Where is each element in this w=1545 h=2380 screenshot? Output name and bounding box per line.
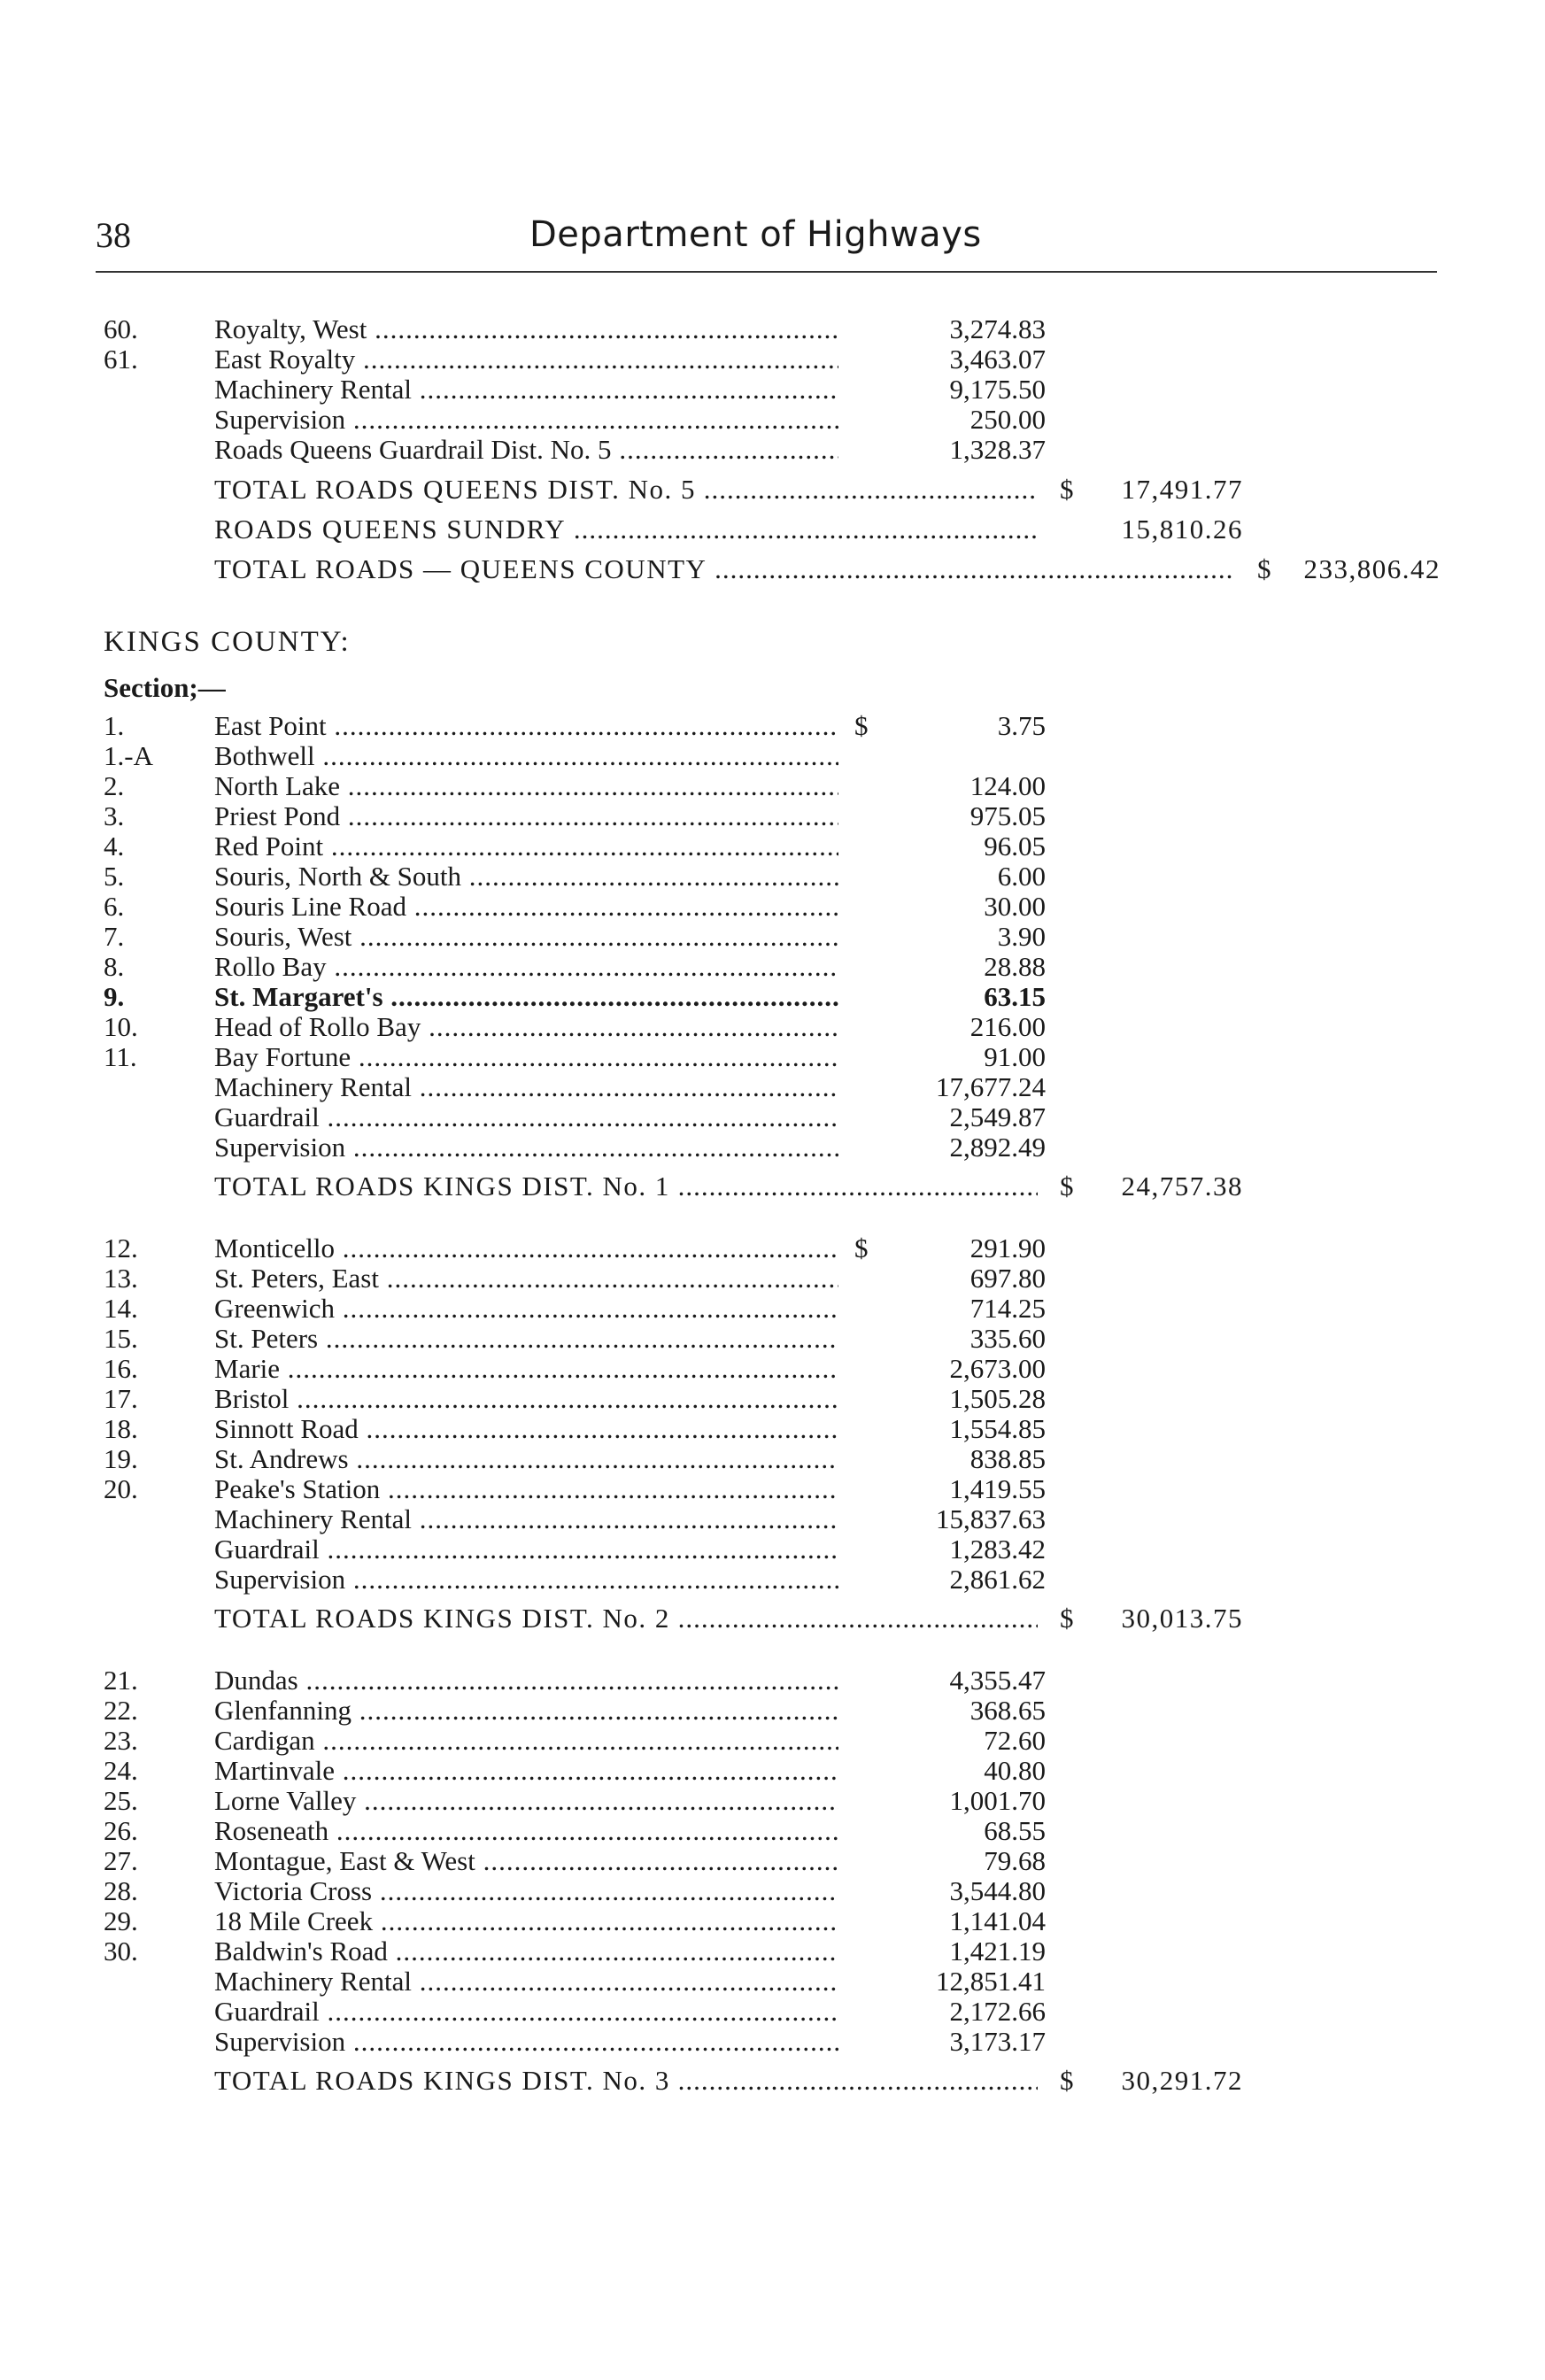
ledger-row: [0, 1967, 1545, 1997]
ledger-row: [0, 801, 1545, 831]
county-heading: KINGS COUNTY:: [104, 626, 351, 658]
section-name: Souris, North & South .....: [214, 862, 838, 892]
section-number: 27.: [104, 1845, 138, 1876]
ledger-row: [0, 1696, 1545, 1726]
section-name: East Point .....: [214, 711, 838, 741]
dollar-sign: $: [854, 1232, 869, 1263]
section-name: Souris, West .....: [214, 922, 838, 952]
section-name: Dundas .....: [214, 1665, 838, 1696]
ledger-row: [0, 1444, 1545, 1474]
section-number: 19.: [104, 1443, 138, 1474]
section-number: 21.: [104, 1665, 138, 1696]
district-total-row: [0, 1603, 1545, 1634]
section-name: Machinery Rental .....: [214, 1072, 838, 1102]
section-name: Glenfanning .....: [214, 1696, 838, 1726]
section-number: 13.: [104, 1263, 138, 1294]
ledger-row: [0, 405, 1545, 435]
section-label-row: [0, 673, 1545, 703]
ledger-row: [0, 1012, 1545, 1042]
ledger-row: [0, 2027, 1545, 2057]
amount: 3,274.83: [949, 313, 1046, 344]
section-number: 18.: [104, 1413, 138, 1444]
section-name: Guardrail .....: [214, 1534, 838, 1565]
ledger-row: [0, 741, 1545, 771]
total-amount: 30,013.75: [1121, 1603, 1243, 1634]
amount: 1,419.55: [949, 1473, 1046, 1504]
amount: 1,554.85: [949, 1413, 1046, 1444]
sundry-row: [0, 514, 1545, 545]
section-name: Head of Rollo Bay .....: [214, 1012, 838, 1042]
section-name: Supervision .....: [214, 2027, 838, 2057]
section-name: Greenwich .....: [214, 1294, 838, 1324]
amount: 9,175.50: [949, 374, 1046, 405]
amount: 216.00: [969, 1011, 1046, 1042]
amount: 17,677.24: [936, 1071, 1046, 1102]
ledger-row: [0, 1504, 1545, 1534]
district-total-row: [0, 2066, 1545, 2096]
total-label: TOTAL ROADS KINGS DIST. No. 3 .....: [214, 2066, 1038, 2096]
section-number: 7.: [104, 921, 125, 952]
section-name: St. Andrews .....: [214, 1444, 838, 1474]
section-name: Cardigan .....: [214, 1726, 838, 1756]
amount: 124.00: [969, 770, 1046, 801]
section-number: 15.: [104, 1323, 138, 1354]
ledger-row: [0, 1263, 1545, 1294]
section-name: Bristol .....: [214, 1384, 838, 1414]
section-name: Priest Pond .....: [214, 801, 838, 831]
section-name: North Lake .....: [214, 771, 838, 801]
ledger-row: [0, 1102, 1545, 1132]
section-name: Sinnott Road .....: [214, 1414, 838, 1444]
section-number: 6.: [104, 891, 125, 922]
ledger-row: [0, 1756, 1545, 1786]
section-label: Section;—: [104, 672, 226, 703]
section-name: Martinvale .....: [214, 1756, 838, 1786]
ledger-row: [0, 1072, 1545, 1102]
ledger-row: [0, 1384, 1545, 1414]
section-name: Roads Queens Guardrail Dist. No. 5 .....: [214, 435, 838, 465]
section-number: 2.: [104, 770, 125, 801]
amount: 2,892.49: [949, 1132, 1046, 1163]
section-number: 26.: [104, 1815, 138, 1846]
section-number: 1.: [104, 710, 125, 741]
section-number: 29.: [104, 1905, 138, 1936]
section-name: Machinery Rental .....: [214, 375, 838, 405]
section-name: Victoria Cross .....: [214, 1876, 838, 1906]
amount: 30.00: [984, 891, 1046, 922]
amount: 838.85: [969, 1443, 1046, 1474]
amount: 63.15: [984, 981, 1046, 1012]
amount: 250.00: [969, 404, 1046, 435]
section-name: Supervision .....: [214, 1565, 838, 1595]
amount: 96.05: [984, 831, 1046, 862]
section-number: 61.: [104, 344, 138, 375]
amount: 1,141.04: [949, 1905, 1046, 1936]
page-number: 38: [96, 215, 131, 255]
section-name: 18 Mile Creek .....: [214, 1906, 838, 1936]
ledger-row: [0, 1816, 1545, 1846]
ledger-row: [0, 435, 1545, 465]
ledger-row: [0, 982, 1545, 1012]
section-name: Bothwell .....: [214, 741, 838, 771]
section-name: Montague, East & West .....: [214, 1846, 838, 1876]
section-number: 23.: [104, 1725, 138, 1756]
amount: 68.55: [984, 1815, 1046, 1846]
ledger-row: [0, 1534, 1545, 1565]
ledger-row: [0, 952, 1545, 982]
section-name: Lorne Valley .....: [214, 1786, 838, 1816]
amount: 3.90: [997, 921, 1046, 952]
ledger-row: [0, 1846, 1545, 1876]
section-number: 10.: [104, 1011, 138, 1042]
section-name: Souris Line Road .....: [214, 892, 838, 922]
ledger-row: [0, 1414, 1545, 1444]
section-name: Supervision .....: [214, 405, 838, 435]
section-name: Roseneath .....: [214, 1816, 838, 1846]
section-name: Guardrail .....: [214, 1102, 838, 1132]
amount: 12,851.41: [936, 1966, 1046, 1997]
ledger-row: [0, 892, 1545, 922]
section-number: 4.: [104, 831, 125, 862]
section-number: 8.: [104, 951, 125, 982]
total-amount: 24,757.38: [1121, 1171, 1243, 1202]
section-name: Machinery Rental .....: [214, 1967, 838, 1997]
amount: 3,173.17: [949, 2026, 1046, 2057]
section-number: 22.: [104, 1695, 138, 1726]
section-name: St. Margaret's .....: [214, 982, 838, 1012]
section-number: 16.: [104, 1353, 138, 1384]
amount: 3,544.80: [949, 1875, 1046, 1906]
ledger-row: [0, 1233, 1545, 1263]
section-name: Supervision .....: [214, 1132, 838, 1163]
section-name: Machinery Rental .....: [214, 1504, 838, 1534]
amount: 91.00: [984, 1041, 1046, 1072]
amount: 2,549.87: [949, 1101, 1046, 1132]
dollar-sign: $: [1060, 2065, 1075, 2096]
section-name: St. Peters, East .....: [214, 1263, 838, 1294]
section-number: 1.-A: [104, 740, 153, 771]
amount: 40.80: [984, 1755, 1046, 1786]
section-number: 12.: [104, 1232, 138, 1263]
ledger-row: [0, 862, 1545, 892]
ledger-row: [0, 831, 1545, 862]
county-total-row: [0, 554, 1545, 584]
section-number: 28.: [104, 1875, 138, 1906]
amount: 3,463.07: [949, 344, 1046, 375]
running-title: Department of Highways: [529, 214, 982, 255]
amount: 975.05: [969, 800, 1046, 831]
district-total-row: [0, 1171, 1545, 1202]
section-number: 30.: [104, 1936, 138, 1967]
amount: 28.88: [984, 951, 1046, 982]
dollar-sign: $: [1257, 553, 1272, 584]
section-name: Baldwin's Road .....: [214, 1936, 838, 1967]
ledger-row: [0, 1132, 1545, 1163]
total-label: TOTAL ROADS KINGS DIST. No. 1 .....: [214, 1171, 1038, 1202]
ledger-row: [0, 1324, 1545, 1354]
dollar-sign: $: [1060, 1603, 1075, 1634]
total-label: TOTAL ROADS KINGS DIST. No. 2 .....: [214, 1603, 1038, 1634]
ledger-row: [0, 1726, 1545, 1756]
amount: 2,861.62: [949, 1564, 1046, 1595]
amount: 4,355.47: [949, 1665, 1046, 1696]
section-number: 3.: [104, 800, 125, 831]
sundry-label: ROADS QUEENS SUNDRY .....: [214, 514, 1038, 545]
ledger-row: [0, 711, 1545, 741]
section-name: Rollo Bay .....: [214, 952, 838, 982]
section-name: St. Peters .....: [214, 1324, 838, 1354]
ledger-row: [0, 1354, 1545, 1384]
section-number: 24.: [104, 1755, 138, 1786]
ledger-row: [0, 1997, 1545, 2027]
section-number: 17.: [104, 1383, 138, 1414]
county-heading-row: [0, 627, 1545, 662]
county-total-amount: 233,806.42: [1303, 553, 1441, 584]
county-total-label: TOTAL ROADS — QUEENS COUNTY .....: [214, 554, 1232, 584]
dollar-sign: $: [1060, 474, 1075, 505]
amount: 6.00: [997, 861, 1046, 892]
ledger-row: [0, 314, 1545, 344]
ledger-row: [0, 1565, 1545, 1595]
section-number: 25.: [104, 1785, 138, 1816]
total-amount: 30,291.72: [1121, 2065, 1243, 2096]
total-amount: 17,491.77: [1121, 474, 1243, 505]
amount: 368.65: [969, 1695, 1046, 1726]
section-name: Red Point .....: [214, 831, 838, 862]
amount: 697.80: [969, 1263, 1046, 1294]
amount: 72.60: [984, 1725, 1046, 1756]
amount: 714.25: [969, 1293, 1046, 1324]
section-name: Marie .....: [214, 1354, 838, 1384]
amount: 3.75: [997, 710, 1046, 741]
dollar-sign: $: [854, 710, 869, 741]
section-name: Monticello .....: [214, 1233, 838, 1263]
section-name: East Royalty .....: [214, 344, 838, 375]
ledger-row: [0, 1294, 1545, 1324]
amount: 1,505.28: [949, 1383, 1046, 1414]
amount: 2,172.66: [949, 1996, 1046, 2027]
section-number: 9.: [104, 981, 125, 1012]
amount: 1,283.42: [949, 1534, 1046, 1565]
amount: 1,421.19: [949, 1936, 1046, 1967]
ledger-row: [0, 922, 1545, 952]
amount: 1,328.37: [949, 434, 1046, 465]
section-number: 20.: [104, 1473, 138, 1504]
total-label: TOTAL ROADS QUEENS DIST. No. 5 .....: [214, 475, 1038, 505]
ledger-row: [0, 1786, 1545, 1816]
amount: 15,837.63: [936, 1503, 1046, 1534]
ledger-row: [0, 344, 1545, 375]
section-number: 14.: [104, 1293, 138, 1324]
section-name: Guardrail .....: [214, 1997, 838, 2027]
ledger-row: [0, 1474, 1545, 1504]
ledger-row: [0, 1876, 1545, 1906]
header-rule: [96, 271, 1437, 273]
district-total-row: [0, 475, 1545, 505]
amount: 2,673.00: [949, 1353, 1046, 1384]
section-name: Royalty, West .....: [214, 314, 838, 344]
ledger-row: [0, 1936, 1545, 1967]
page-header: [96, 214, 1437, 267]
sundry-amount: 15,810.26: [1121, 514, 1243, 545]
amount: 335.60: [969, 1323, 1046, 1354]
section-name: Peake's Station .....: [214, 1474, 838, 1504]
amount: 1,001.70: [949, 1785, 1046, 1816]
amount: 291.90: [969, 1232, 1046, 1263]
amount: 79.68: [984, 1845, 1046, 1876]
section-name: Bay Fortune .....: [214, 1042, 838, 1072]
ledger-row: [0, 1665, 1545, 1696]
ledger-row: [0, 1042, 1545, 1072]
ledger-row: [0, 771, 1545, 801]
section-number: 60.: [104, 313, 138, 344]
section-number: 11.: [104, 1041, 137, 1072]
section-number: 5.: [104, 861, 125, 892]
dollar-sign: $: [1060, 1171, 1075, 1202]
ledger-row: [0, 1906, 1545, 1936]
ledger-row: [0, 375, 1545, 405]
